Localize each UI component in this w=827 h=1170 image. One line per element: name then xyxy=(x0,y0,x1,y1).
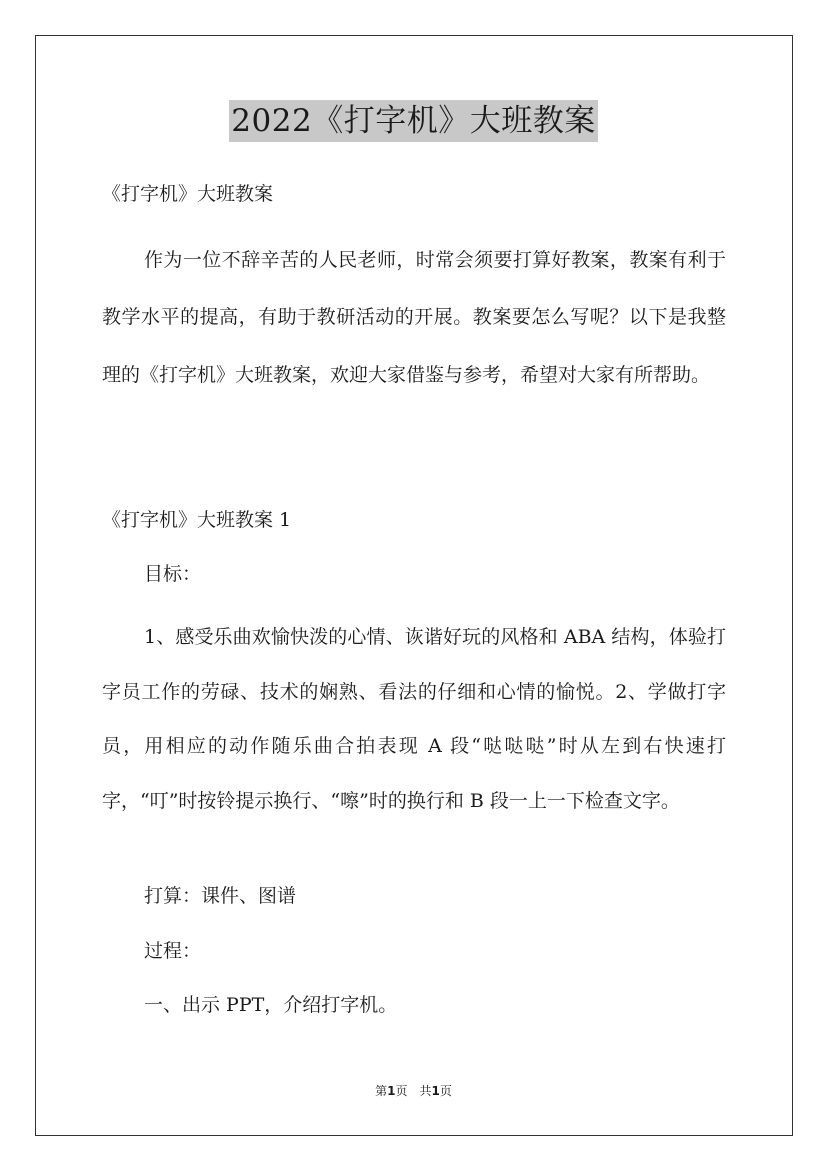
intro-paragraph: 作为一位不辞辛苦的人民老师，时常会须要打算好教案，教案有利于教学水平的提高，有助于教研活动的开展。教案要怎么写呢？以下是我整理的《打字机》大班教案，欢迎大家借鉴与参考，希望对大家有所帮助。 xyxy=(102,249,726,386)
document-title-text: 2022《打字机》大班教案 xyxy=(229,100,597,142)
page-footer xyxy=(0,1082,827,1100)
footer-page-suffix: 页 xyxy=(439,1084,452,1098)
process-label: 过程： xyxy=(144,940,202,962)
footer-page-mid: 页 共 xyxy=(395,1084,432,1098)
footer-page-number: 1 xyxy=(387,1084,396,1098)
footer-total-pages: 1 xyxy=(431,1084,440,1098)
section-heading: 《打字机》大班教案 1 xyxy=(102,509,292,531)
preparation-line: 打算：课件、图谱 xyxy=(144,885,297,907)
document-subtitle: 《打字机》大班教案 xyxy=(102,183,274,205)
goal-label: 目标： xyxy=(144,563,202,585)
goal-paragraph: 1、感受乐曲欢愉快泼的心情、诙谐好玩的风格和 ABA 结构，体验打字员工作的劳碌、技术的娴熟、看法的仔细和心情的愉悦。2、学做打字员，用相应的动作随乐曲合拍表现 A 段“哒哒哒”时从左到右快速打字，“叮”时按铃提示换行、“嚓”时的换行和 B 段一上一下检查文字。 xyxy=(102,626,726,812)
document-title xyxy=(0,100,827,142)
footer-page-prefix: 第 xyxy=(375,1084,388,1098)
step-one: 一、出示 PPT，介绍打字机。 xyxy=(144,994,398,1016)
